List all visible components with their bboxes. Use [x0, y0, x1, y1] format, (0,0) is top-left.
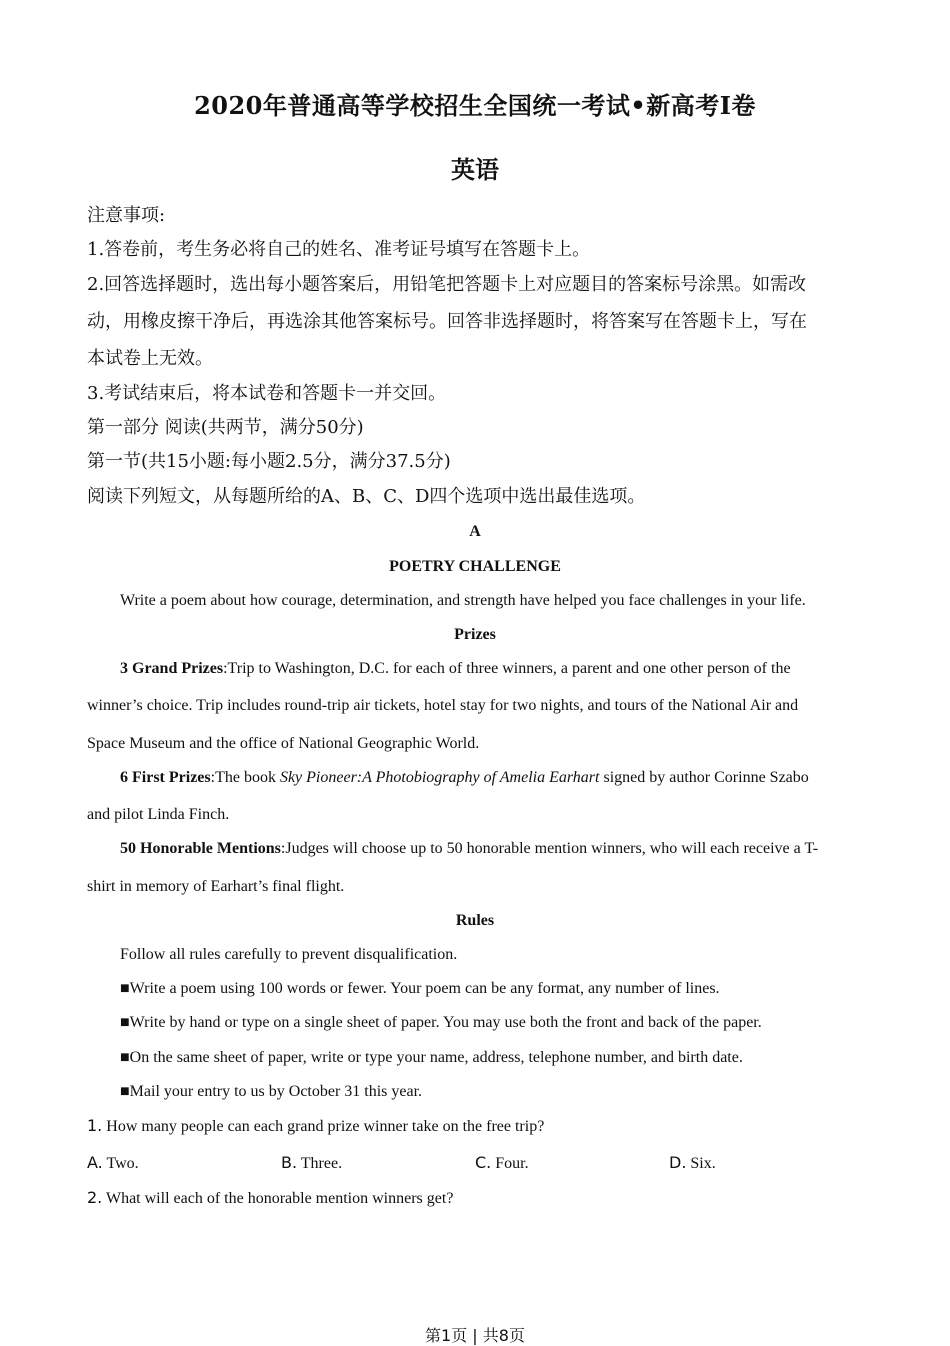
option-letter: D.: [669, 1153, 687, 1172]
option-text: Three.: [297, 1155, 343, 1172]
honorable-line-2: shirt in memory of Earhart’s final flight.: [87, 878, 345, 895]
honorable-label: 50 Honorable Mentions: [120, 840, 281, 857]
passage-label: A: [469, 523, 481, 540]
page-footer: 第1页 | 共8页: [425, 1326, 525, 1345]
option-letter: B.: [281, 1153, 298, 1172]
passage-title: POETRY CHALLENGE: [389, 558, 561, 575]
rule-item: ■On the same sheet of paper, write or type your name, address, telephone number, and birth date.: [120, 1049, 743, 1066]
rule-item: ■Mail your entry to us by October 31 this year.: [120, 1083, 423, 1100]
question-text: How many people can each grand prize winner take on the free trip?: [102, 1118, 545, 1135]
notes-heading: 注意事项:: [87, 205, 166, 226]
option-text: Four.: [491, 1155, 529, 1172]
honorable-line-1: [120, 838, 818, 860]
honorable-text: :Judges will choose up to 50 honorable mention winners, who will each receive a T-: [280, 840, 819, 857]
note-3: 3.考试结束后，将本试卷和答题卡一并交回。: [87, 383, 447, 404]
option-letter: C.: [475, 1153, 492, 1172]
question-number: 2.: [87, 1188, 103, 1207]
grand-prize-line-1: [120, 658, 791, 680]
first-prize-line-1: [120, 767, 809, 789]
first-prize-pre: :The book: [210, 769, 280, 786]
grand-prize-text: :Trip to Washington, D.C. for each of three winners, a parent and one other person of the: [223, 660, 791, 677]
note-2-line-1: 2.回答选择题时，选出每小题答案后，用铅笔把答题卡上对应题目的答案标号涂黑。如需改: [87, 274, 807, 295]
part-heading: 第一部分 阅读(共两节，满分50分): [87, 417, 364, 438]
rule-item: ■Write a poem using 100 words or fewer. Your poem can be any format, any number of lines.: [120, 980, 720, 997]
option-d[interactable]: [669, 1152, 716, 1175]
note-2-line-2: 动，用橡皮擦干净后，再选涂其他答案标号。回答非选择题时，将答案写在答题卡上，写在: [87, 311, 807, 332]
first-prize-post: signed by author Corinne Szabo: [599, 769, 809, 786]
section-heading: 第一节(共15小题:每小题2.5分，满分37.5分): [87, 451, 451, 472]
subject-title: 英语: [451, 155, 499, 184]
option-letter: A.: [87, 1153, 103, 1172]
option-c[interactable]: [475, 1152, 529, 1175]
first-prize-label: 6 First Prizes: [120, 769, 211, 786]
note-2-line-3: 本试卷上无效。: [87, 348, 213, 369]
question-1: [87, 1115, 544, 1138]
grand-prize-line-2: winner’s choice. Trip includes round-trip air tickets, hotel stay for two nights, and tours of the National Air and: [87, 697, 799, 714]
first-prize-line-2: and pilot Linda Finch.: [87, 806, 230, 823]
instruction: 阅读下列短文，从每题所给的A、B、C、D四个选项中选出最佳选项。: [87, 486, 646, 507]
grand-prize-label: 3 Grand Prizes: [120, 660, 224, 677]
prizes-heading: Prizes: [454, 626, 496, 643]
question-2: [87, 1187, 453, 1210]
rules-heading: Rules: [455, 912, 495, 929]
rules-intro: Follow all rules carefully to prevent disqualification.: [120, 946, 458, 963]
option-b[interactable]: [281, 1152, 342, 1175]
rule-item: ■Write by hand or type on a single sheet of paper. You may use both the front and back of the paper.: [120, 1014, 762, 1031]
question-text: What will each of the honorable mention winners get?: [102, 1190, 454, 1207]
exam-title: 2020年普通高等学校招生全国统一考试•新高考Ⅰ卷: [194, 91, 756, 120]
book-title: Sky Pioneer:A Photobiography of Amelia Earhart: [279, 769, 600, 786]
option-text: Two.: [102, 1155, 139, 1172]
option-text: Six.: [686, 1155, 716, 1172]
question-number: 1.: [87, 1116, 103, 1135]
note-1: 1.答卷前，考生务必将自己的姓名、准考证号填写在答题卡上。: [87, 239, 591, 260]
grand-prize-line-3: Space Museum and the office of National Geographic World.: [87, 735, 480, 752]
passage-intro: Write a poem about how courage, determination, and strength have helped you face challenges in your life.: [120, 592, 806, 609]
option-a[interactable]: [87, 1152, 139, 1175]
